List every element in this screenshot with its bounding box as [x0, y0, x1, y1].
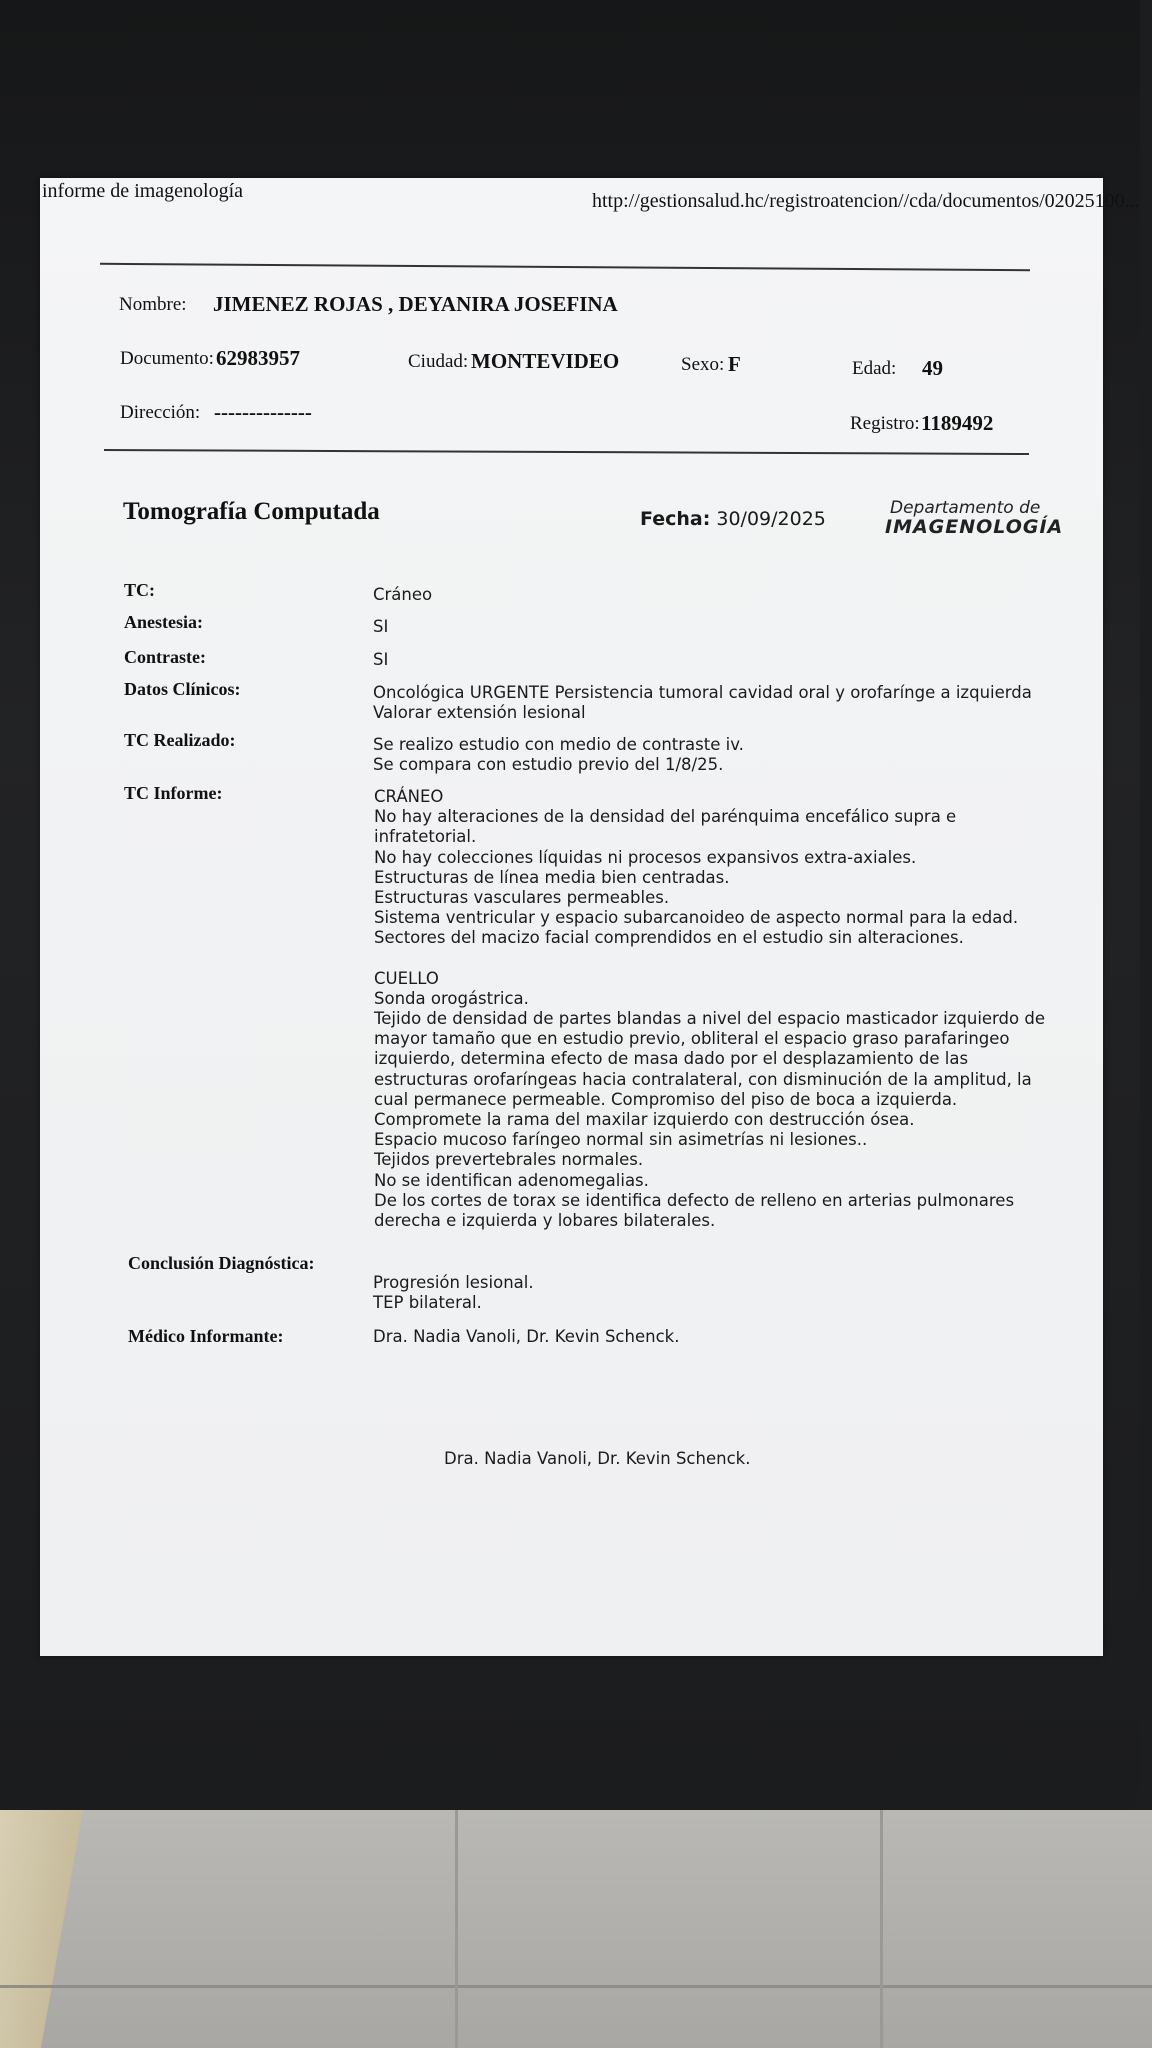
text-line: Sectores del macizo facial comprendidos en el estudio sin alteraciones.: [374, 928, 964, 948]
nombre-label: Nombre:: [119, 294, 187, 315]
edad-label: Edad:: [852, 358, 897, 379]
print-header-title: informe de imagenología: [42, 180, 244, 202]
direccion-value: --------------: [214, 400, 312, 424]
text-line: mayor tamaño que en estudio previo, obliteral el espacio graso parafaringeo: [374, 1029, 1010, 1049]
contraste-value: SI: [373, 650, 389, 669]
text-line: Progresión lesional.: [373, 1273, 534, 1292]
divider-bottom: [104, 449, 1029, 455]
fecha-value: 30/09/2025: [716, 508, 826, 530]
text-line: Espacio mucoso faríngeo normal sin asimetrías ni lesiones..: [374, 1130, 868, 1150]
text-line: No hay colecciones líquidas ni procesos expansivos extra-axiales.: [374, 847, 917, 867]
signature-line: Dra. Nadia Vanoli, Dr. Kevin Schenck.: [444, 1449, 751, 1468]
floor-tile-line: [455, 1810, 458, 2048]
text-line: No se identifican adenomegalias.: [374, 1170, 649, 1190]
tc-label: TC:: [124, 580, 155, 600]
study-date: [640, 508, 826, 530]
text-line: izquierdo, determina efecto de masa dado por el desplazamiento de las: [374, 1049, 969, 1069]
tc-realizado-value: [373, 735, 744, 775]
edad-value: 49: [922, 356, 943, 380]
text-line: estructuras orofaríngeas hacia contralateral, con disminución de la amplitud, la: [374, 1069, 1032, 1089]
department-logo-line1: Departamento de: [890, 498, 1041, 518]
conclusion-value: [373, 1273, 534, 1313]
text-line: Sistema ventricular y espacio subarcanoideo de aspecto normal para la edad.: [374, 908, 1019, 928]
text-line: infratetorial.: [374, 827, 477, 847]
report-page: [40, 178, 1140, 1656]
text-line: Sonda orogástrica.: [374, 988, 529, 1008]
ciudad-label: Ciudad:: [408, 351, 469, 372]
patient-name: JIMENEZ ROJAS , DEYANIRA JOSEFINA: [213, 292, 618, 316]
datos-clinicos-label: Datos Clínicos:: [124, 679, 241, 699]
documento-label: Documento:: [120, 348, 214, 369]
anestesia-label: Anestesia:: [124, 612, 203, 632]
registro-value: 1189492: [921, 411, 994, 435]
tc-informe-value: [374, 787, 1045, 1231]
paragraph-gap: [374, 949, 1045, 969]
fecha-label: Fecha:: [640, 508, 711, 530]
study-title: Tomografía Computada: [123, 498, 380, 525]
text-line: CRÁNEO: [374, 787, 444, 806]
datos-clinicos-value: [373, 683, 1032, 723]
direccion-label: Dirección:: [120, 402, 201, 423]
tc-realizado-label: TC Realizado:: [124, 730, 236, 750]
sexo-label: Sexo:: [681, 354, 725, 375]
text-line: TEP bilateral.: [373, 1293, 482, 1313]
text-line: No hay alteraciones de la densidad del parénquima encefálico supra e: [374, 807, 957, 827]
registro-label: Registro:: [850, 413, 920, 434]
text-line: Compromete la rama del maxilar izquierdo con destrucción ósea.: [374, 1110, 915, 1130]
text-line: cual permanece permeable. Compromiso del piso de boca a izquierda.: [374, 1089, 958, 1109]
contraste-label: Contraste:: [124, 647, 206, 667]
floor-tile-line: [880, 1810, 883, 2048]
medico-label: Médico Informante:: [128, 1326, 284, 1346]
sexo-value: F: [728, 352, 741, 376]
text-line: Valorar extensión lesional: [373, 703, 586, 723]
text-line: Tejidos prevertebrales normales.: [374, 1150, 644, 1170]
conclusion-label: Conclusión Diagnóstica:: [128, 1253, 315, 1273]
text-line: Se realizo estudio con medio de contraste iv.: [373, 735, 744, 754]
text-line: CUELLO: [374, 968, 439, 988]
tc-informe-label: TC Informe:: [124, 783, 223, 803]
floor-background: [0, 1810, 1152, 2048]
text-line: De los cortes de torax se identifica defecto de relleno en arterias pulmonares: [374, 1190, 1015, 1210]
text-line: Estructuras de línea media bien centradas.: [374, 867, 730, 887]
text-line: Se compara con estudio previo del 1/8/25.: [373, 755, 724, 775]
text-line: Estructuras vasculares permeables.: [374, 888, 670, 908]
medico-value: Dra. Nadia Vanoli, Dr. Kevin Schenck.: [373, 1327, 680, 1346]
ciudad-value: MONTEVIDEO: [471, 349, 620, 373]
documento-value: 62983957: [216, 346, 300, 370]
tc-value: Cráneo: [373, 585, 433, 604]
divider-top: [100, 263, 1030, 271]
floor-tile-line: [0, 1985, 1152, 1988]
text-line: derecha e izquierda y lobares bilaterales.: [374, 1211, 716, 1231]
text-line: Oncológica URGENTE Persistencia tumoral cavidad oral y orofarínge a izquierda: [373, 683, 1032, 702]
text-line: Tejido de densidad de partes blandas a nivel del espacio masticador izquierdo de: [374, 1009, 1045, 1029]
print-header-url: http://gestionsalud.hc/registroatencion//cda/documentos/02025100...: [592, 190, 1140, 212]
department-logo-line2: IMAGENOLOGÍA: [885, 516, 1064, 538]
floor-wood-strip: [0, 1810, 95, 2048]
anestesia-value: SI: [373, 617, 389, 636]
